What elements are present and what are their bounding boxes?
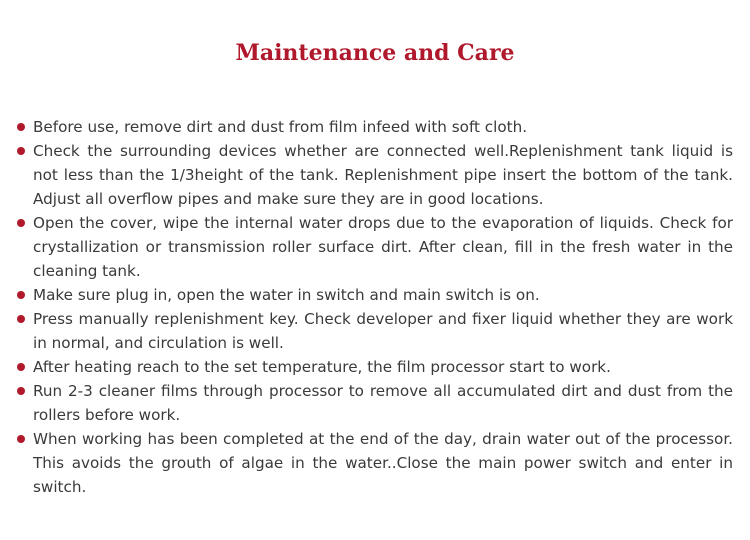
bullet-icon	[17, 315, 25, 323]
list-item-text: Make sure plug in, open the water in switch and main switch is on.	[33, 286, 540, 304]
list-item-text: After heating reach to the set temperature, the film processor start to work.	[33, 358, 611, 376]
bullet-icon	[17, 387, 25, 395]
list-item	[16, 283, 733, 307]
bullet-icon	[17, 219, 25, 227]
list-item-text: Before use, remove dirt and dust from film infeed with soft cloth.	[33, 118, 528, 136]
maintenance-list	[16, 115, 733, 499]
list-item-text: Press manually replenishment key. Check developer and fixer liquid whether they are work in normal, and circulation is well.	[33, 310, 733, 352]
list-item	[16, 427, 733, 499]
list-item	[16, 307, 733, 355]
bullet-icon	[17, 291, 25, 299]
bullet-icon	[17, 123, 25, 131]
bullet-icon	[17, 147, 25, 155]
page-title: Maintenance and Care	[235, 40, 515, 66]
list-item-text: Open the cover, wipe the internal water drops due to the evaporation of liquids. Check for crystallization or transmission roller surface dirt. After clean, fill in the fresh water in the cleaning tank.	[33, 214, 733, 280]
list-item-text: Check the surrounding devices whether are connected well.Replenishment tank liquid is not less than the 1/3height of the tank. Replenishment pipe insert the bottom of the tank. Adjust all overflow pipes and make sure they are in good locations.	[33, 142, 733, 208]
list-item-text: Run 2-3 cleaner films through processor to remove all accumulated dirt and dust from the rollers before work.	[33, 382, 733, 424]
list-item	[16, 115, 733, 139]
list-item	[16, 139, 733, 211]
list-item	[16, 379, 733, 427]
list-item	[16, 211, 733, 283]
list-item	[16, 355, 733, 379]
bullet-icon	[17, 363, 25, 371]
list-item-text: When working has been completed at the end of the day, drain water out of the processor. This avoids the grouth of algae in the water..Close the main power switch and enter in switch.	[33, 430, 733, 496]
bullet-icon	[17, 435, 25, 443]
